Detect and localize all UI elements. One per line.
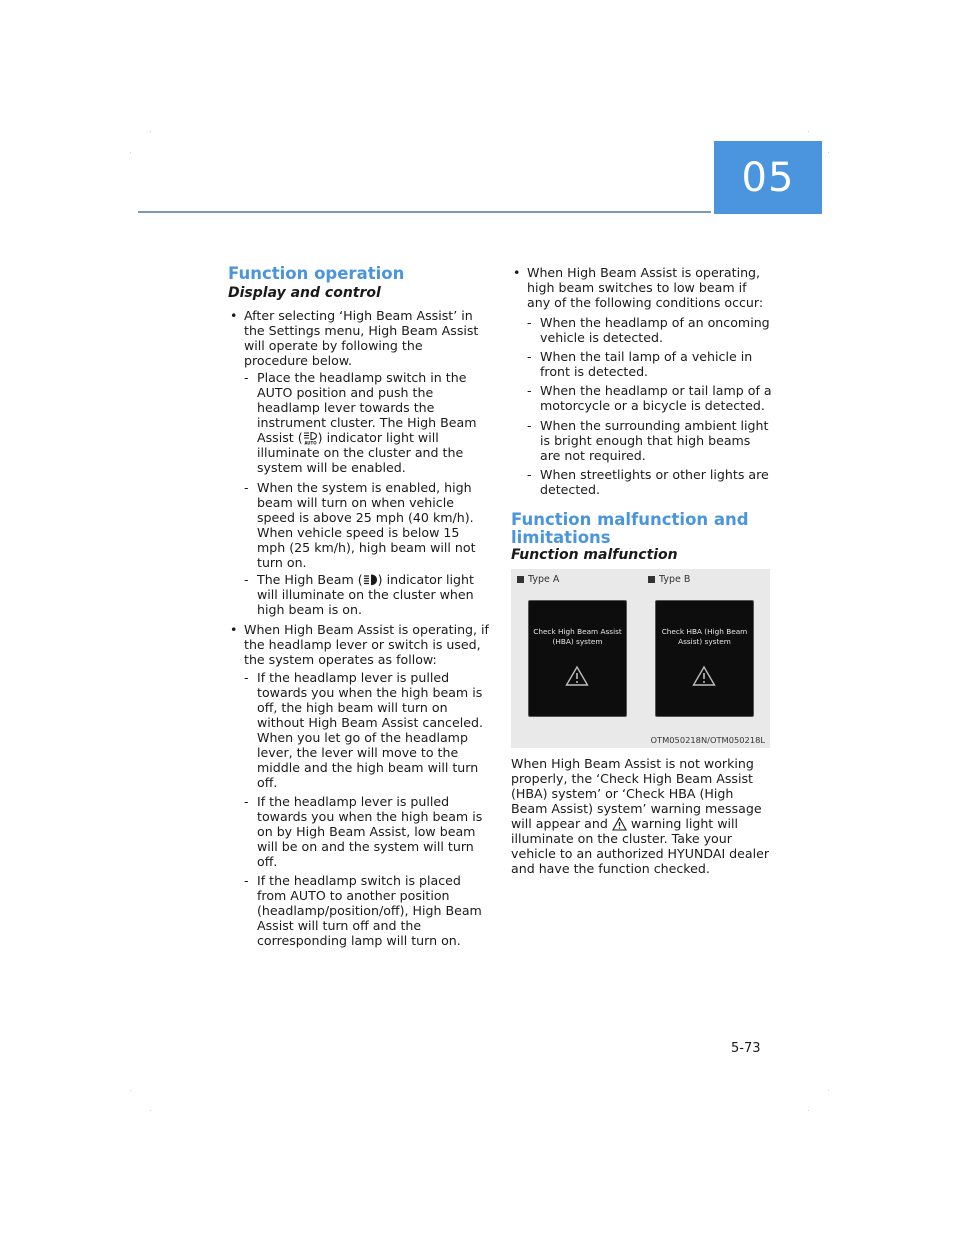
screen-message bbox=[529, 627, 626, 647]
subsection-title: Display and control bbox=[228, 285, 381, 301]
crop-mark bbox=[808, 131, 809, 132]
paragraph-text: When High Beam Assist is not working properly, the ‘Check High Beam Assist (HBA) system’ or ‘Check HBA (High Beam Assist) system’ warning message will appear and bbox=[511, 756, 762, 831]
square-bullet-icon bbox=[648, 576, 655, 583]
screen-message-line: Check High Beam Assist bbox=[533, 627, 622, 636]
warning-triangle-icon bbox=[692, 665, 716, 687]
dash-text: ) indicator light will illuminate on the cluster when high beam is on. bbox=[257, 572, 474, 617]
crop-mark bbox=[130, 1090, 131, 1091]
crop-mark bbox=[150, 1110, 151, 1111]
dash-item: - If the headlamp switch is placed from AUTO to another position (headlamp/position/off), High Beam Assist will turn off and the corresponding lamp will turn on. bbox=[228, 873, 490, 948]
condition-item: - When the headlamp of an oncoming vehicle is detected. bbox=[511, 315, 773, 345]
page-number: 5-73 bbox=[731, 1041, 761, 1056]
dash-item: - If the headlamp lever is pulled towards you when the high beam is off, the high beam will turn on without High Beam Assist canceled. When you let go of the headlamp lever, the lever will move to the middle and the high beam will turn off. bbox=[228, 670, 490, 790]
condition-item: - When streetlights or other lights are detected. bbox=[511, 467, 773, 497]
warning-triangle-icon bbox=[612, 817, 627, 831]
bullet-item: • After selecting ‘High Beam Assist’ in the Settings menu, High Beam Assist will operate by following the procedure below. bbox=[228, 308, 490, 368]
cluster-screen-type-b bbox=[655, 600, 754, 717]
cluster-screen-type-a bbox=[528, 600, 627, 717]
screen-message bbox=[656, 627, 753, 647]
bullet-item: • When High Beam Assist is operating, if the headlamp lever or switch is used, the system operates as follow: bbox=[228, 622, 490, 667]
condition-item: - When the surrounding ambient light is bright enough that high beams are not required. bbox=[511, 418, 773, 463]
section-title: Function malfunction and limitations bbox=[511, 510, 749, 547]
crop-mark bbox=[828, 152, 829, 153]
svg-text:AUTO: AUTO bbox=[303, 440, 317, 445]
type-label-text: Type A bbox=[528, 574, 560, 585]
dash-text: ) indicator light will illuminate on the cluster and the system will be enabled. bbox=[257, 430, 464, 475]
subsection-title: Function malfunction bbox=[511, 547, 678, 563]
warning-triangle-icon bbox=[565, 665, 589, 687]
crop-mark bbox=[828, 1090, 829, 1091]
section-title: Function operation bbox=[228, 264, 405, 283]
high-beam-icon bbox=[363, 573, 378, 587]
dash-item: - If the headlamp lever is pulled towards you when the high beam is on by High Beam Assist, low beam will be on and the system will turn off. bbox=[228, 794, 490, 869]
high-beam-assist-icon bbox=[303, 431, 318, 445]
crop-mark bbox=[808, 1110, 809, 1111]
square-bullet-icon bbox=[517, 576, 524, 583]
dash-text: The High Beam ( bbox=[257, 572, 363, 587]
cluster-warning-figure bbox=[511, 569, 770, 748]
bullet-item: • When High Beam Assist is operating, high beam switches to low beam if any of the following conditions occur: bbox=[511, 265, 773, 310]
dash-item bbox=[228, 572, 490, 617]
type-a-label bbox=[517, 574, 559, 585]
header-rule bbox=[138, 211, 711, 213]
type-b-label bbox=[648, 574, 690, 585]
condition-item: - When the tail lamp of a vehicle in front is detected. bbox=[511, 349, 773, 379]
warning-paragraph bbox=[511, 756, 771, 876]
dash-item: - When the system is enabled, high beam will turn on when vehicle speed is above 25 mph (40 km/h). When vehicle speed is below 15 mph (25 km/h), high beam will not turn on. bbox=[228, 480, 490, 570]
condition-item: - When the headlamp or tail lamp of a motorcycle or a bicycle is detected. bbox=[511, 383, 773, 413]
screen-message-line: (HBA) system bbox=[552, 637, 603, 646]
paragraph-text: warning light will illuminate on the cluster. Take your vehicle to an authorized HYUNDAI dealer and have the function checked. bbox=[511, 816, 770, 876]
dash-text: Place the headlamp switch in the AUTO position and push the headlamp lever towards the instrument cluster. The High Beam Assist ( bbox=[257, 370, 477, 445]
crop-mark bbox=[130, 152, 131, 153]
type-label-text: Type B bbox=[659, 574, 691, 585]
dash-item bbox=[228, 370, 490, 475]
figure-code: OTM050218N/OTM050218L bbox=[650, 735, 765, 745]
screen-message-line: Assist) system bbox=[678, 637, 731, 646]
crop-mark bbox=[150, 131, 151, 132]
screen-message-line: Check HBA (High Beam bbox=[661, 627, 748, 636]
chapter-tab bbox=[714, 141, 822, 214]
chapter-number: 05 bbox=[741, 154, 795, 201]
